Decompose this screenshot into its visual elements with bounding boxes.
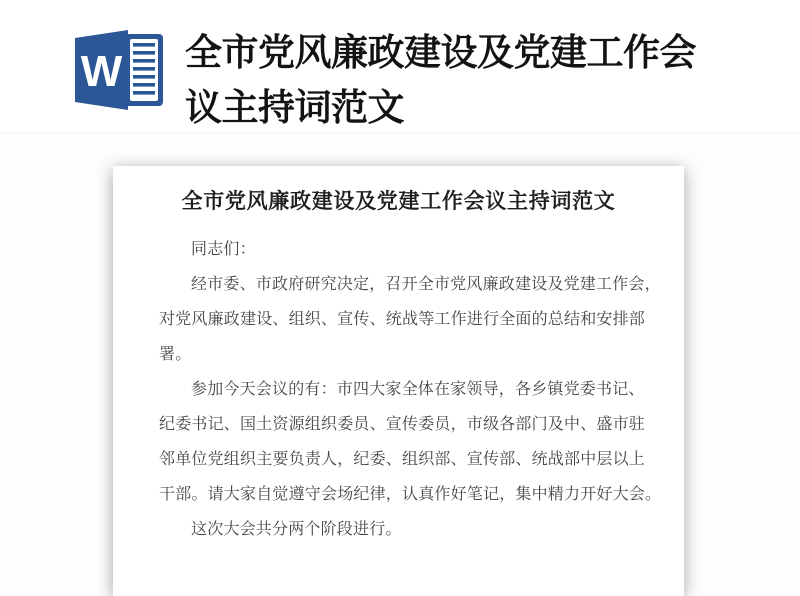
page-title-line-1: 全市党风廉政建设及党建工作会	[185, 32, 696, 73]
body-line: 参加今天会议的有：市四大家全体在家领导，各乡镇党委书记、	[191, 381, 645, 398]
body-line: 邻单位党组织主要负责人，纪委、组织部、宣传部、统战部中层以上	[159, 451, 646, 468]
body-line: 纪委书记、国土资源组织委员、宣传委员，市级各部门及中、盛市驻	[159, 416, 646, 433]
document-page	[113, 166, 684, 596]
body-line: 干部。请大家自觉遵守会场纪律，认真作好笔记，集中精力开好大会。	[159, 486, 662, 503]
document-viewer[interactable]	[0, 134, 800, 538]
page-body	[159, 232, 662, 547]
header	[0, 0, 800, 133]
page-title-line-2: 议主持词范文	[185, 87, 404, 128]
body-line: 同志们：	[191, 241, 256, 258]
page-title	[185, 25, 775, 135]
word-icon	[75, 30, 165, 110]
body-line: 对党风廉政建设、组织、宣传、统战等工作进行全面的总结和安排部	[159, 311, 646, 328]
body-line: 署。	[159, 346, 192, 363]
word-icon-letter: W	[80, 47, 123, 96]
body-line: 经市委、市政府研究决定，召开全市党风廉政建设及党建工作会，	[191, 276, 661, 293]
body-line: 这次大会共分两个阶段进行。	[191, 521, 402, 538]
document-title: 全市党风廉政建设及党建工作会议主持词范文	[181, 190, 616, 213]
